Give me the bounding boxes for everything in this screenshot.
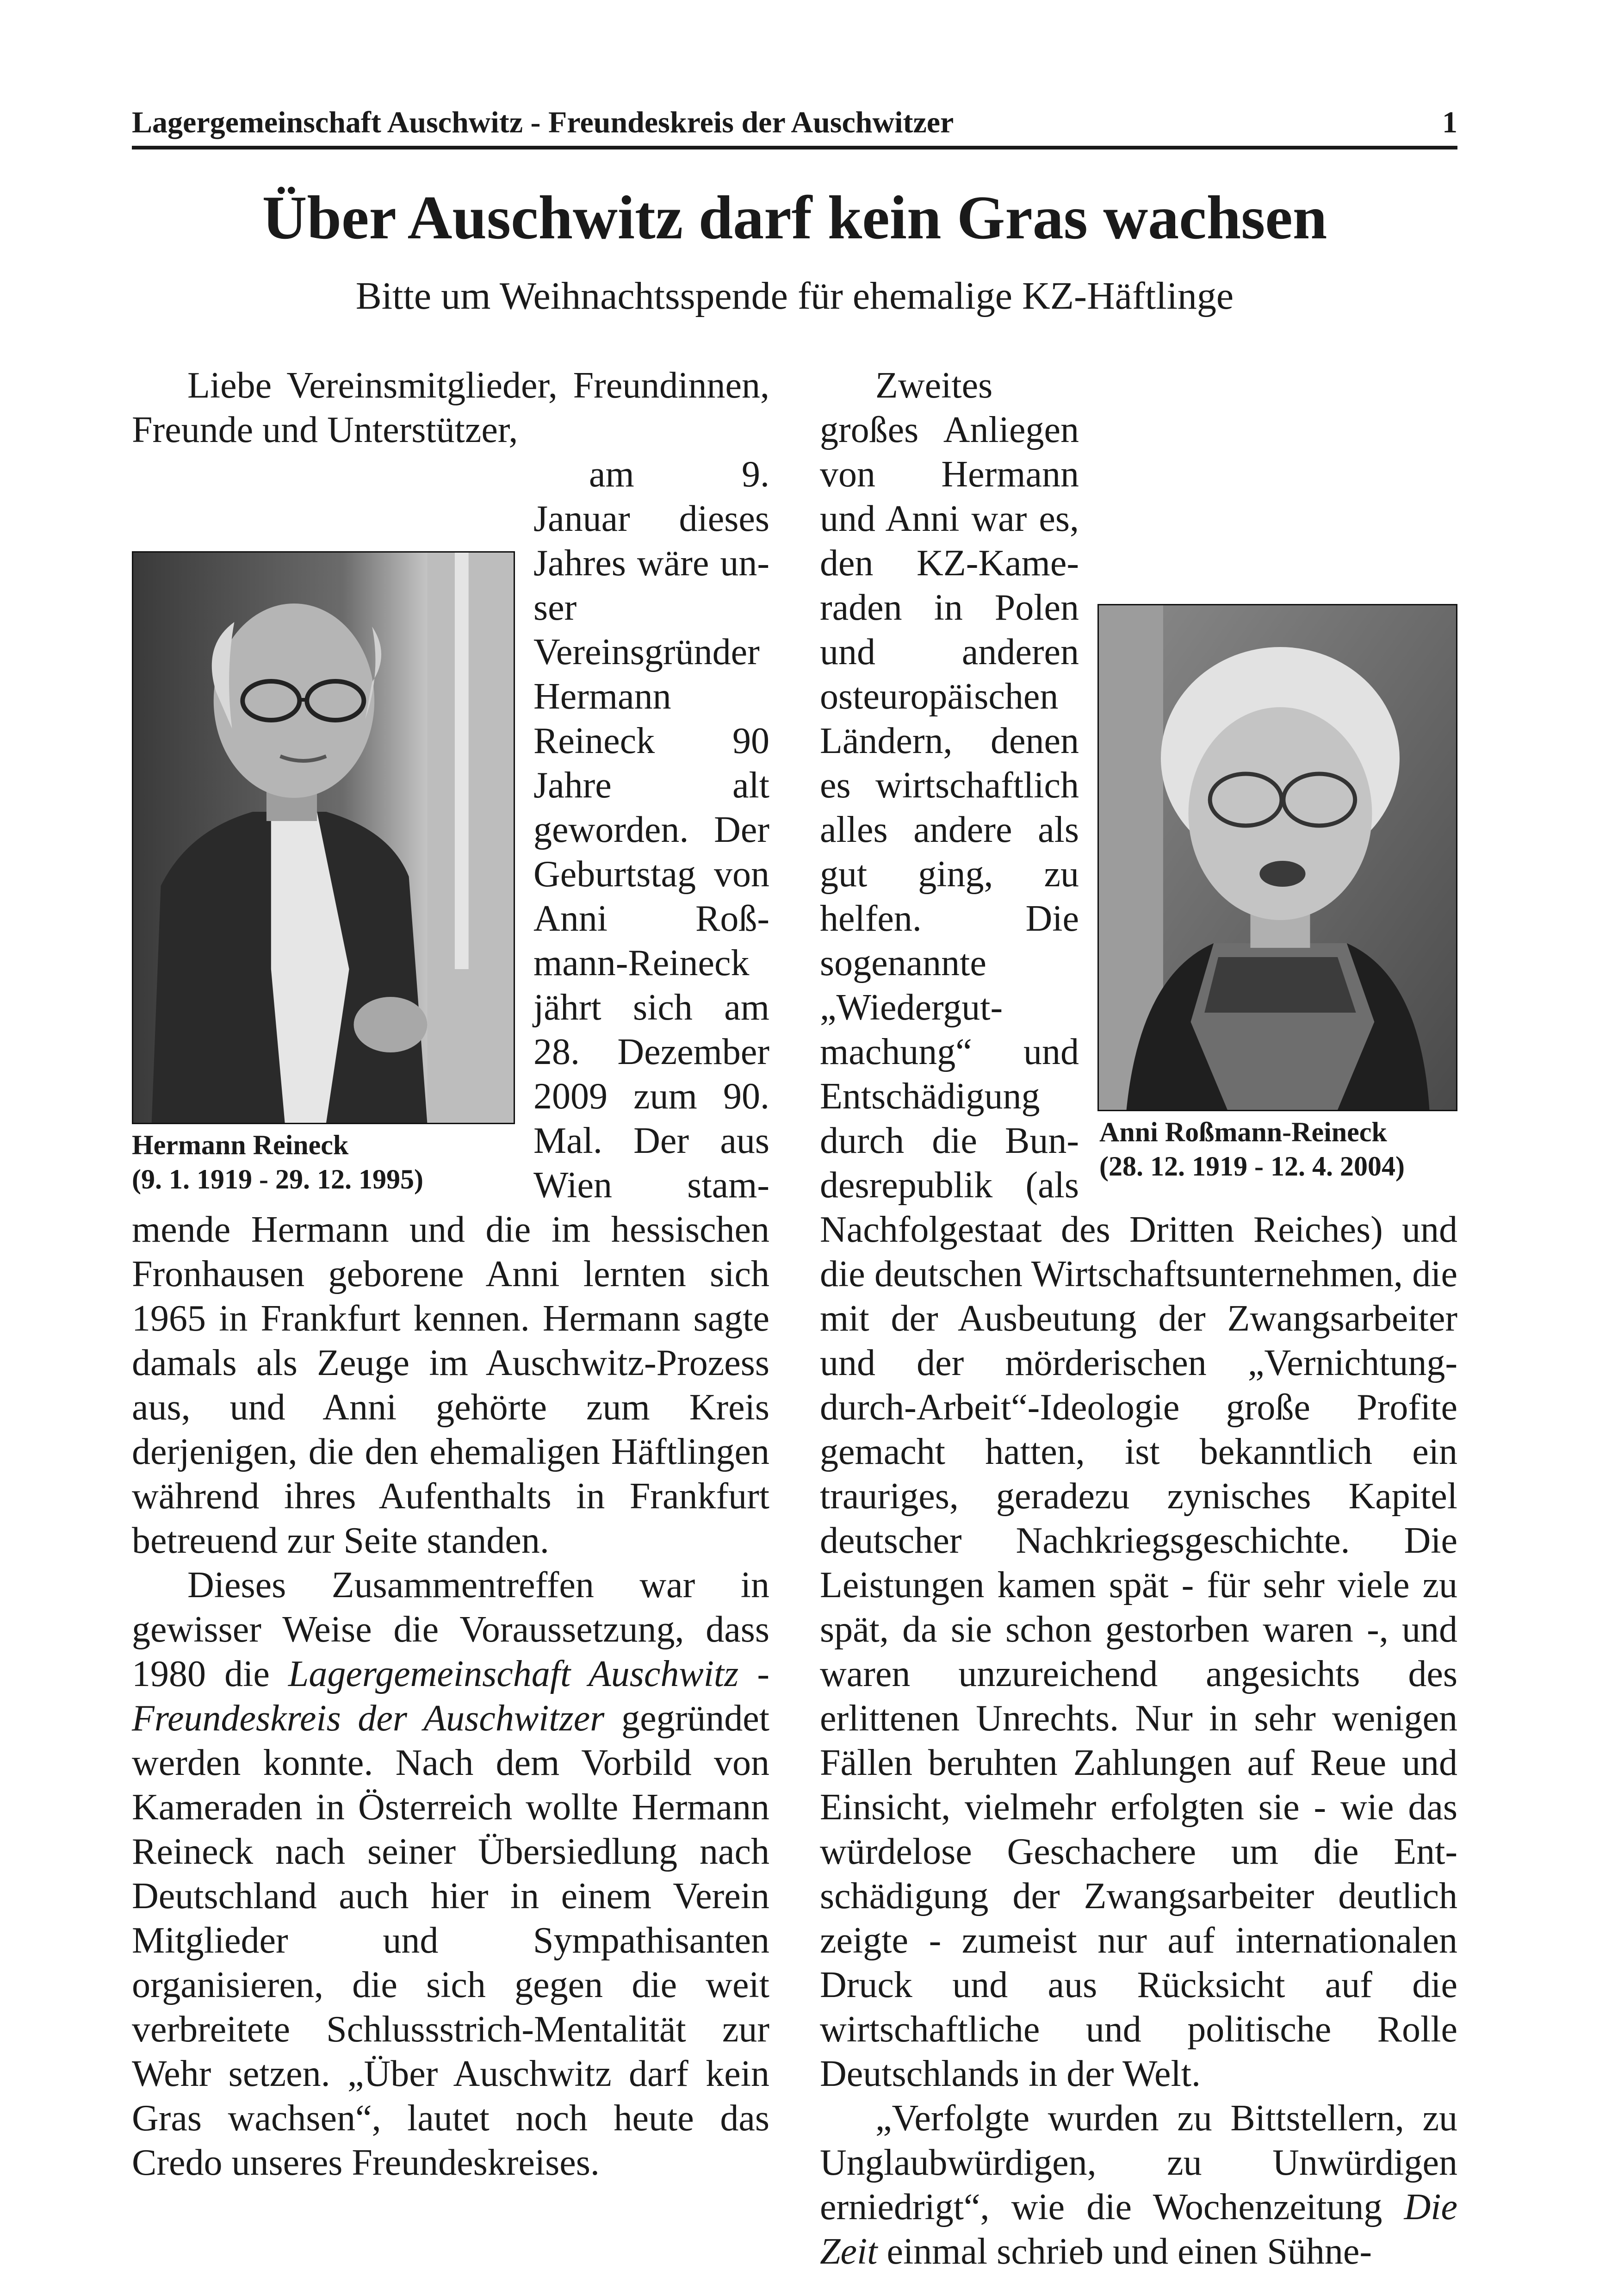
article-headline: Über Auschwitz darf kein Gras wachsen	[262, 183, 1327, 252]
left-column	[132, 363, 769, 2183]
association-name: Lagergemeinschaft Auschwitz - Freundeskreis der Auschwitzer	[132, 1654, 769, 1739]
photo-anni-rossmann-reineck	[1097, 604, 1457, 1111]
article-subheadline: Bitte um Weihnachtsspende für ehemalige KZ-Häftlinge	[355, 274, 1234, 317]
running-header	[132, 104, 1457, 149]
founding-paragraph	[132, 1563, 769, 2185]
compensation-paragraph: Zweites großes Anliegen von Hermann und Anni war es, den KZ-Kameraden in Polen und anderen osteuropäischen Ländern, denen es wirtschaftlich alles andere als gut ging, zu helfen. Die sogenannte „Wiedergutmachung“ und Entschädigung durch die Bundesrepublik (als Nachfolgestaat des Dritten Reiches) und die deutschen Wirtschaftsunternehmen, die mit der Ausbeutung der Zwangsarbeiter und der mörderischen „Vernichtung-durch-Arbeit“-Ideologie große Profite gemacht hatten, ist bekanntlich ein trauriges, geradezu zynisches Kapitel deutscher Nachkriegsgeschichte. Die Leistungen kamen spät - für sehr viele zu spät, da sie schon gestorben waren -, und waren unzureichend angesichts des erlittenen Unrechts. Nur in sehr wenigen Fällen beruhten Zahlungen auf Reue und Einsicht, vielmehr erfolgten sie - wie das würdelose Geschachere um die Entschädigung der Zwangsarbeiter deutlich zeigte - zumeist nur auf internationalen Druck und aus Rücksicht auf die wirtschaftliche und politische Rolle Deutschlands in der Welt.	[820, 365, 1457, 2094]
caption-anni-dates: (28. 12. 1919 - 12. 4. 2004)	[1099, 1151, 1405, 1182]
persecuted-text-start: „Verfolgte wurden zu Bittstellern, zu Unglaubwürdigen, zu Unwürdigen erniedrigt“, wie die Wochenzeitung	[820, 2098, 1457, 2228]
birthday-paragraph: am 9. Januar dieses Jahres wäre unser Vereinsgründer Hermann Reineck 90 Jahre alt geworden. Der Geburtstag von Anni Roßmann-Reineck jährt sich am 28. Dezember 2009 zum 90. Mal. Der aus Wien stammende Hermann und die im hessischen Fronhausen geborene Anni lernten sich 1965 in Frankfurt kennen. Hermann sagte damals als Zeuge im Auschwitz-Prozess aus, und Anni gehörte zum Kreis derjenigen, die den ehemaligen Häftlingen während ihres Aufenthalts in Frankfurt betreuend zur Seite standen.	[132, 454, 769, 1561]
persecuted-paragraph	[820, 2096, 1457, 2274]
caption-hermann-dates: (9. 1. 1919 - 29. 12. 1995)	[132, 1164, 423, 1195]
founding-text-end: gegründet werden konnte. Nach dem Vorbild von Kameraden in Österreich wollte Hermann Reineck nach seiner Übersiedlung nach Deutschland auch hier in einem Verein Mitglieder und Sympathisanten organisieren, die sich gegen die weit verbreitete Schlussstrich-Mentalität zur Wehr setzen. „Über Auschwitz darf kein Gras wachsen“, lautet noch heute das Credo unseres Freundeskreises.	[132, 1698, 769, 2183]
photo-anni-rossmann-reineck-figure	[1097, 604, 1457, 1183]
header-title: Lagergemeinschaft Auschwitz - Freundeskreis der Auschwitzer	[132, 106, 954, 139]
right-column	[820, 363, 1457, 2272]
photo-hermann-reineck-figure	[132, 551, 515, 1196]
founding-text-start: Dieses Zusammentreffen war in gewisser Weise die Voraussetzung, dass 1980 die	[132, 1565, 769, 1694]
photo-hermann-reineck	[132, 551, 515, 1124]
page-number: 1	[1442, 106, 1457, 139]
newspaper-name: Die Zeit	[820, 2187, 1457, 2272]
caption-anni-name: Anni Roßmann-Reineck	[1099, 1117, 1387, 1147]
caption-hermann-name: Hermann Reineck	[132, 1130, 349, 1160]
greeting-paragraph: Liebe Vereinsmitglieder, Freundinnen, Freunde und Unterstützer,	[132, 365, 769, 450]
persecuted-text-end: einmal schrieb und einen Sühne-	[877, 2231, 1372, 2272]
